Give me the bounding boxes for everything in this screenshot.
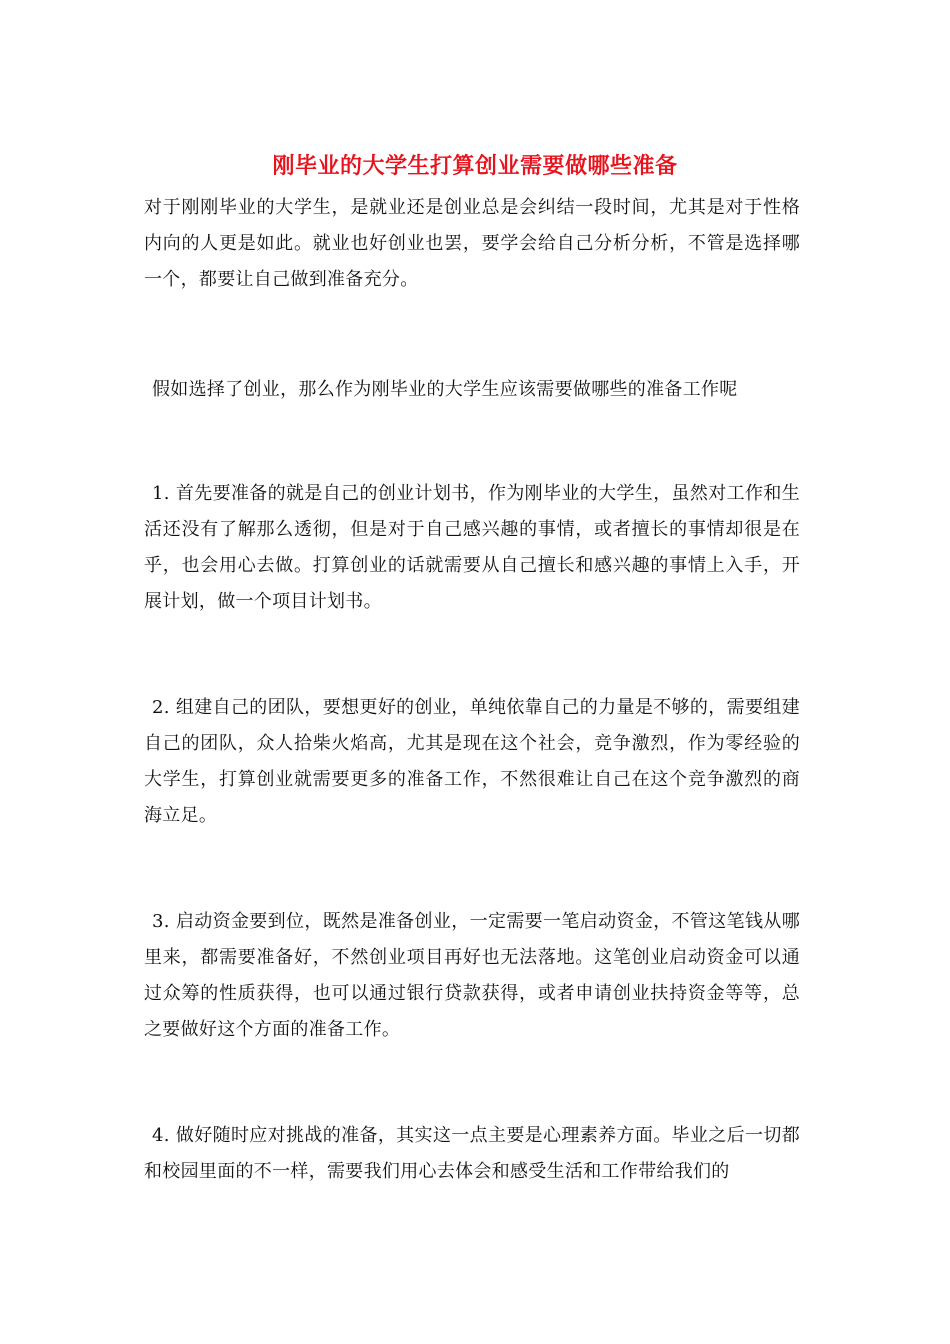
list-item: [144, 476, 800, 620]
item-text: 首先要准备的就是自己的创业计划书，作为刚毕业的大学生，虽然对工作和生活还没有了解那么透彻，但是对于自己感兴趣的事情，或者擅长的事情却很是在乎，也会用心去做。打算创业的话就需要从自己擅长和感兴趣的事情上入手，开展计划，做一个项目计划书。: [144, 483, 800, 612]
item-number: 1.: [152, 483, 170, 504]
document-title: 刚毕业的大学生打算创业需要做哪些准备: [272, 154, 678, 179]
question-paragraph: 假如选择了创业，那么作为刚毕业的大学生应该需要做哪些的准备工作呢: [152, 379, 738, 400]
item-number: 2.: [152, 697, 170, 718]
item-text: 组建自己的团队，要想更好的创业，单纯依靠自己的力量是不够的，需要组建自己的团队，众人拾柴火焰高，尤其是现在这个社会，竞争激烈，作为零经验的大学生，打算创业就需要更多的准备工作，不然很难让自己在这个竞争激烈的商海立足。: [144, 697, 800, 826]
intro-paragraph: 对于刚刚毕业的大学生，是就业还是创业总是会纠结一段时间，尤其是对于性格内向的人更是如此。就业也好创业也罢，要学会给自己分析分析，不管是选择哪一个，都要让自己做到准备充分。: [144, 197, 800, 290]
item-number: 3.: [152, 911, 170, 932]
list-item: [144, 904, 800, 1048]
item-number: 4.: [152, 1125, 170, 1146]
item-text: 启动资金要到位，既然是准备创业，一定需要一笔启动资金，不管这笔钱从哪里来，都需要准备好，不然创业项目再好也无法落地。这笔创业启动资金可以通过众筹的性质获得，也可以通过银行贷款获得，或者申请创业扶持资金等等，总之要做好这个方面的准备工作。: [144, 911, 800, 1040]
item-text: 做好随时应对挑战的准备，其实这一点主要是心理素养方面。毕业之后一切都和校园里面的不一样，需要我们用心去体会和感受生活和工作带给我们的: [144, 1125, 800, 1182]
list-item: [144, 690, 800, 834]
list-item: [144, 1118, 800, 1190]
